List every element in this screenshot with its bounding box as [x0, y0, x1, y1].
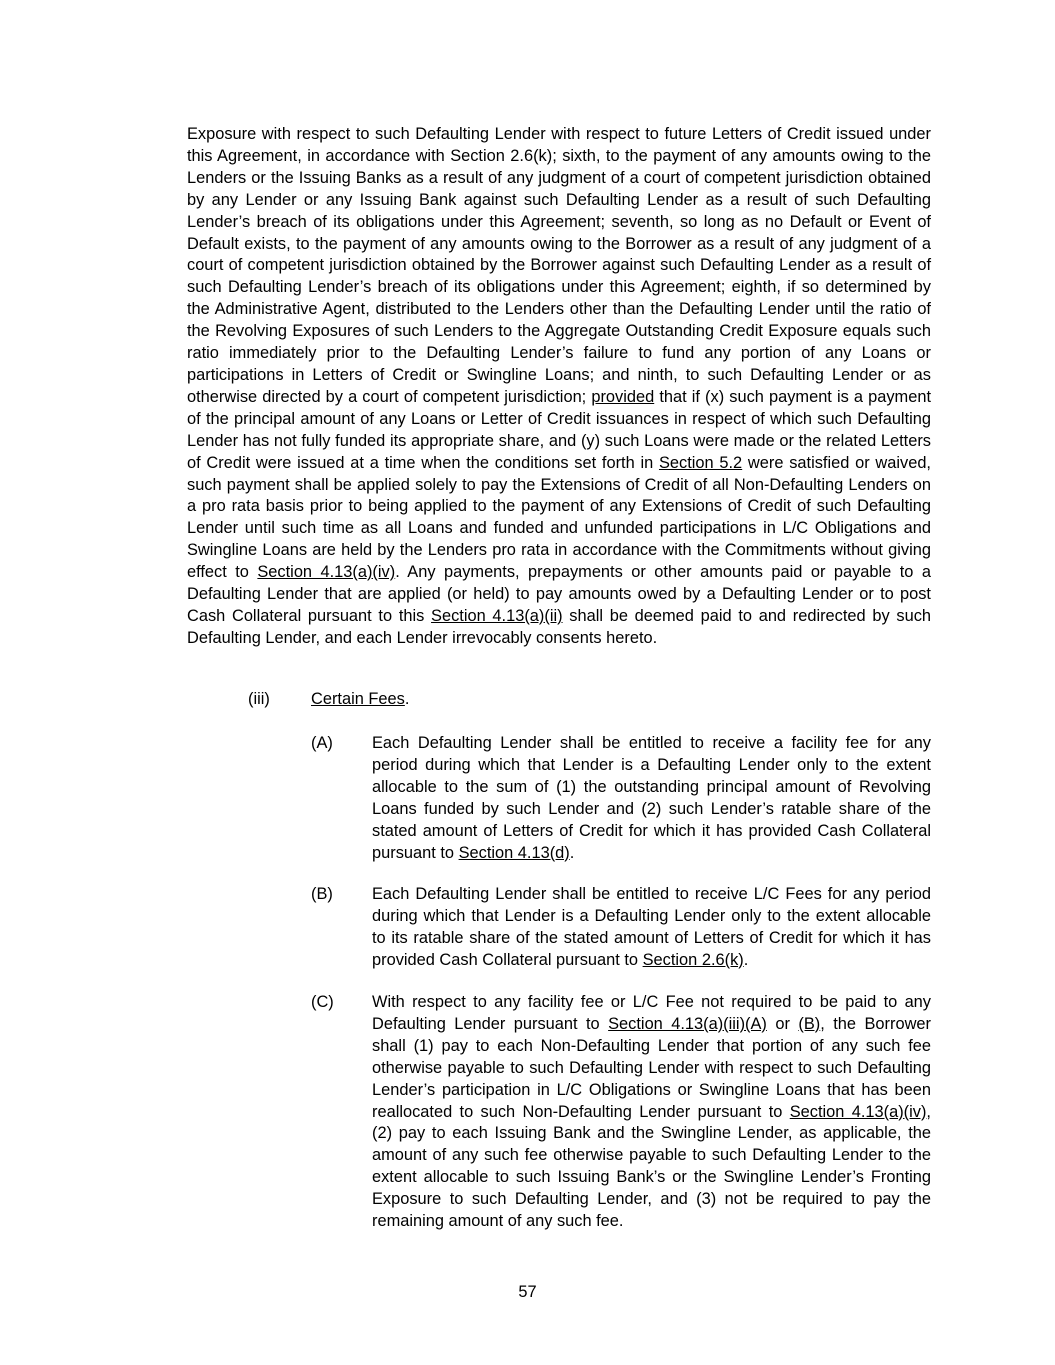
item-marker: (C): [311, 993, 334, 1011]
section-link[interactable]: Section 4.13(a)(ii): [431, 606, 563, 625]
list-item-b: [311, 884, 931, 972]
section-link[interactable]: Section 4.13(a)(iii)(A): [608, 1014, 767, 1033]
item-text: With respect to any facility fee or L/C Fee not required to be paid to any Defaulting Lender pursuant to Section 4.13(a)(iii)(A) or (B), the Borrower shall (1) pay to each Non-Defaulting Lender that portion of any such fee otherwise payable to such Defaulting Lender with respect to such Defaulting Lender’s participation in L/C Obligations or Swingline Loans that has been reallocated to such Non-Defaulting Lender pursuant to Section 4.13(a)(iv), (2) pay to each Issuing Bank and the Swingline Lender, as applicable, the amount of any such fee otherwise payable to such Defaulting Lender to the extent allocable to such Issuing Bank’s or the Swingline Lender’s Fronting Exposure to such Defaulting Lender, and (3) not be required to pay the remaining amount of any such fee.: [372, 993, 931, 1231]
item-marker: (B): [311, 885, 333, 903]
section-link[interactable]: Section 4.13(a)(iv): [789, 1102, 927, 1121]
section-link[interactable]: Section 4.13(d): [458, 843, 570, 862]
item-text: Each Defaulting Lender shall be entitled to receive L/C Fees for any period during which that Lender is a Defaulting Lender only to the extent allocable to its ratable share of the stated amount of Letters of Credit for which it has provided Cash Collateral pursuant to Section 2.6(k).: [372, 885, 931, 969]
item-marker: (A): [311, 734, 333, 752]
section-link[interactable]: (B): [798, 1014, 821, 1033]
section-link[interactable]: Section 4.13(a)(iv): [257, 563, 396, 582]
subsection-heading: (iii) Certain Fees.: [248, 690, 410, 708]
paragraph-text: Exposure with respect to such Defaulting Lender with respect to future Letters of Credit issued under this Agreement, in accordance with Section 2.6(k); sixth, to the payment of any amounts owing to the Lenders or the Issuing Banks as a result of any judgment of a court of competent jurisdiction obtained by any Lender or any Issuing Bank against such Defaulting Lender as a result of such Defaulting Lender’s breach of its obligations under this Agreement; seventh, so long as no Default or Event of Default exists, to the payment of any amounts owing to the Borrower as a result of any judgment of a court of competent jurisdiction obtained by the Borrower against such Defaulting Lender as a result of such Defaulting Lender’s breach of its obligations under this Agreement; eighth, if so determined by the Administrative Agent, distributed to the Lenders other than the Defaulting Lender until the ratio of the Revolving Exposures of such Lenders to the Aggregate Outstanding Credit Exposure equals such ratio immediately prior to the Defaulting Lender’s failure to fund any portion of any Loans or participations in Letters of Credit or Swingline Loans; and ninth, to such Defaulting Lender or as otherwise directed by a court of competent jurisdiction; provided that if (x) such payment is a payment of the principal amount of any Loans or Letter of Credit issuances in respect of which such Defaulting Lender has not fully funded its appropriate share, and (y) such Loans were made or the related Letters of Credit were issued at a time when the conditions set forth in Section 5.2 were satisfied or waived, such payment shall be applied solely to pay the Extensions of Credit of all Non-Defaulting Lenders on a pro rata basis prior to being applied to the payment of any Extensions of Credit of such Defaulting Lender until such time as all Loans and funded and unfunded participations in L/C Obligations and Swingline Loans are held by the Lenders pro rata in accordance with the Commitments without giving effect to Section 4.13(a)(iv). Any payments, prepayments or other amounts paid or payable to a Defaulting Lender that are applied (or held) to pay amounts owed by a Defaulting Lender or to post Cash Collateral pursuant to this Section 4.13(a)(ii) shall be deemed paid to and redirected by such Defaulting Lender, and each Lender irrevocably consents hereto.: [187, 125, 932, 647]
list-item-c: [311, 992, 931, 1233]
section-link[interactable]: Section 2.6(k): [642, 950, 744, 969]
list-item-a: [311, 733, 931, 864]
subsection-title: Certain Fees: [311, 690, 405, 708]
page-number: 57: [518, 1283, 537, 1301]
subsection-marker: (iii): [248, 690, 270, 708]
section-link[interactable]: Section 5.2: [658, 453, 743, 472]
continuation-paragraph: [187, 124, 931, 650]
provided-term: provided: [591, 387, 655, 406]
item-text: Each Defaulting Lender shall be entitled to receive a facility fee for any period during which that Lender is a Defaulting Lender only to the extent allocable to the sum of (1) the outstanding principal amount of Revolving Loans funded by such Lender and (2) such Lender’s ratable share of the stated amount of Letters of Credit for which it has provided Cash Collateral pursuant to Section 4.13(d).: [372, 734, 931, 862]
